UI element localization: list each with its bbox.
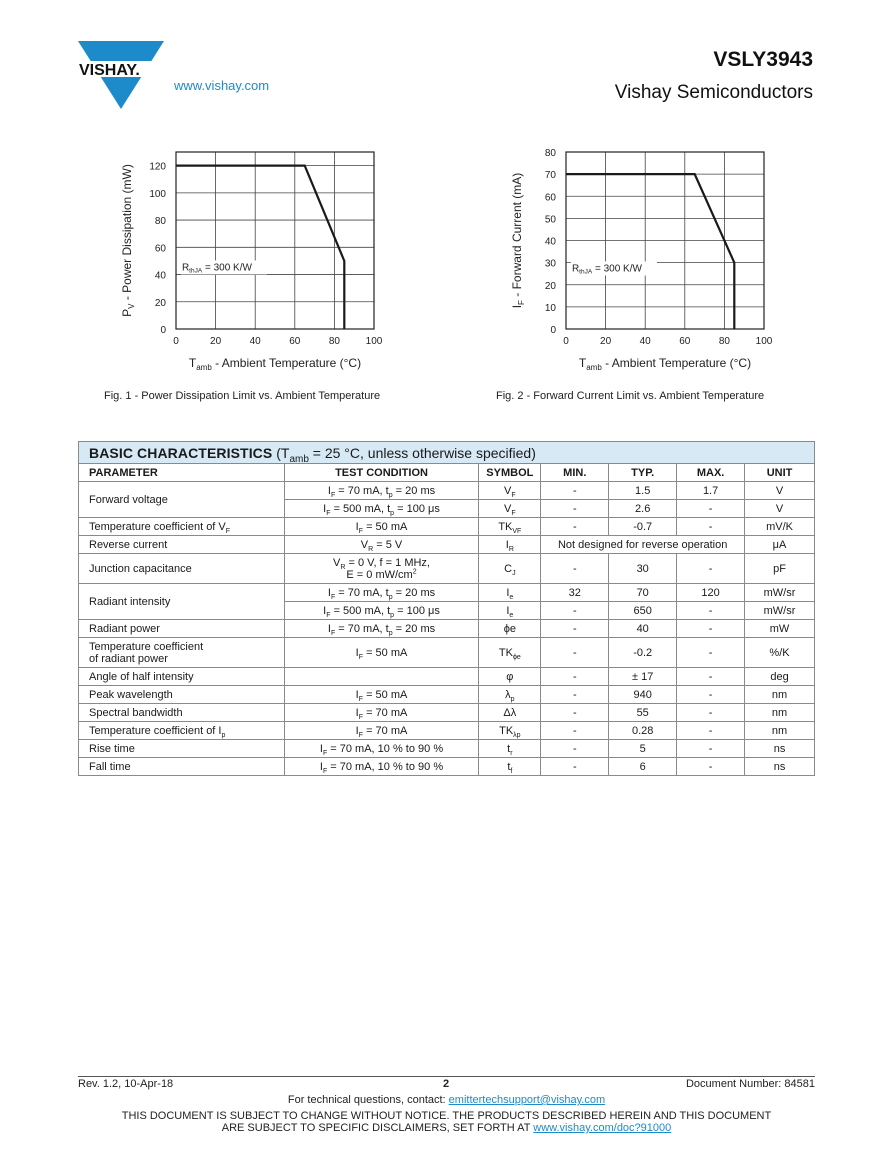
unit-cell: nm bbox=[745, 686, 815, 704]
symbol-cell: $V_F$ bbox=[479, 482, 541, 500]
unit-cell: %/K bbox=[745, 638, 815, 668]
parameter-cell: Spectral bandwidth bbox=[79, 704, 285, 722]
column-header: TEST CONDITION bbox=[284, 464, 479, 482]
parameter-cell: Radiant intensity bbox=[79, 584, 285, 620]
min-cell: - bbox=[541, 554, 609, 584]
test-condition-cell: $V_R = 5$ V bbox=[284, 536, 479, 554]
max-cell: - bbox=[677, 740, 745, 758]
unit-cell: mW/sr bbox=[745, 602, 815, 620]
min-cell: - bbox=[541, 602, 609, 620]
test-condition-cell: $I_F = 70$ mA bbox=[284, 704, 479, 722]
table-row bbox=[79, 638, 815, 668]
symbol-cell: $TK_{\phi e}$ bbox=[479, 638, 541, 668]
max-cell: - bbox=[677, 638, 745, 668]
unit-cell: nm bbox=[745, 722, 815, 740]
table-row bbox=[79, 482, 815, 500]
min-cell: - bbox=[541, 482, 609, 500]
company-name: Vishay Semiconductors bbox=[614, 82, 813, 103]
table-row bbox=[79, 758, 815, 776]
contact-prefix: For technical questions, contact: bbox=[287, 1094, 449, 1106]
y-axis-label: $P_V$ - Power Dissipation (mW) bbox=[120, 164, 136, 317]
rthja-annotation: $R_{thJA} = 300$ K/W bbox=[181, 262, 252, 275]
y-tick-label: 60 bbox=[544, 192, 556, 204]
y-tick-label: 80 bbox=[544, 148, 556, 159]
y-tick-label: 70 bbox=[544, 170, 556, 182]
table-row bbox=[79, 668, 815, 686]
y-tick-label: 80 bbox=[154, 216, 166, 228]
max-cell: - bbox=[677, 686, 745, 704]
table-row bbox=[79, 620, 815, 638]
min-cell: - bbox=[541, 758, 609, 776]
min-cell: - bbox=[541, 740, 609, 758]
page-number: 2 bbox=[443, 1078, 450, 1090]
parameter-cell: Junction capacitance bbox=[79, 554, 285, 584]
power-dissipation-chart bbox=[100, 140, 400, 380]
typ-cell: 940 bbox=[609, 686, 677, 704]
footer-divider bbox=[78, 1076, 815, 1077]
column-header: MIN. bbox=[541, 464, 609, 482]
table-row bbox=[79, 722, 815, 740]
x-tick-label: 20 bbox=[210, 336, 222, 347]
symbol-cell: Δλ bbox=[479, 704, 541, 722]
symbol-cell: $t_f$ bbox=[479, 758, 541, 776]
power-dissipation-svg bbox=[100, 140, 400, 380]
test-condition-cell: $I_F = 70$ mA, 10 % to 90 % bbox=[284, 740, 479, 758]
test-condition-cell bbox=[284, 668, 479, 686]
table-title: BASIC CHARACTERISTICS ($T_{amb} = 25$ °C, unless otherwise specified) bbox=[79, 442, 815, 464]
table-row bbox=[79, 584, 815, 602]
value-span-cell: Not designed for reverse operation bbox=[541, 536, 745, 554]
logo-text: VISHAY. bbox=[79, 62, 140, 79]
x-tick-label: 80 bbox=[718, 336, 730, 347]
symbol-cell: $t_r$ bbox=[479, 740, 541, 758]
min-cell: - bbox=[541, 686, 609, 704]
typ-cell: 1.5 bbox=[609, 482, 677, 500]
part-number: VSLY3943 bbox=[713, 48, 813, 71]
min-cell: - bbox=[541, 638, 609, 668]
test-condition-cell: $I_F = 70$ mA, 10 % to 90 % bbox=[284, 758, 479, 776]
test-condition-cell: $I_F = 70$ mA, $t_p = 20$ ms bbox=[284, 620, 479, 638]
typ-cell: 0.28 bbox=[609, 722, 677, 740]
y-tick-label: 10 bbox=[544, 302, 556, 314]
y-tick-label: 50 bbox=[544, 214, 556, 226]
max-cell: - bbox=[677, 554, 745, 584]
symbol-cell: $I_R$ bbox=[479, 536, 541, 554]
min-cell: - bbox=[541, 704, 609, 722]
revision-text: Rev. 1.2, 10-Apr-18 bbox=[78, 1078, 174, 1090]
contact-email-link[interactable]: emittertechsupport@vishay.com bbox=[448, 1094, 606, 1106]
x-tick-label: 100 bbox=[365, 336, 383, 347]
parameter-cell: Radiant power bbox=[79, 620, 285, 638]
x-tick-label: 60 bbox=[289, 336, 301, 347]
table-title-bold: BASIC CHARACTERISTICS bbox=[89, 444, 273, 461]
parameter-cell: Rise time bbox=[79, 740, 285, 758]
typ-cell: ± 17 bbox=[609, 668, 677, 686]
parameter-cell: Temperature coefficient of $I_p$ bbox=[79, 722, 285, 740]
max-cell: - bbox=[677, 722, 745, 740]
min-cell: - bbox=[541, 668, 609, 686]
x-axis-label: $T_{amb}$ - Ambient Temperature (°C) bbox=[578, 356, 752, 372]
table-row bbox=[79, 536, 815, 554]
symbol-cell: ϕe bbox=[479, 620, 541, 638]
document-number: Document Number: 84581 bbox=[685, 1078, 815, 1090]
test-condition-cell: $I_F = 50$ mA bbox=[284, 518, 479, 536]
derating-curve bbox=[566, 174, 734, 329]
column-header: SYMBOL bbox=[479, 464, 541, 482]
contact-line bbox=[0, 1094, 893, 1106]
parameter-cell: Angle of half intensity bbox=[79, 668, 285, 686]
table-row bbox=[79, 518, 815, 536]
unit-cell: mW/sr bbox=[745, 584, 815, 602]
max-cell: - bbox=[677, 620, 745, 638]
typ-cell: 70 bbox=[609, 584, 677, 602]
vishay-url-link[interactable]: www.vishay.com bbox=[174, 78, 270, 93]
symbol-cell: φ bbox=[479, 668, 541, 686]
column-header: PARAMETER bbox=[79, 464, 285, 482]
unit-cell: μA bbox=[745, 536, 815, 554]
y-tick-label: 20 bbox=[154, 297, 166, 309]
symbol-cell: $I_e$ bbox=[479, 602, 541, 620]
y-tick-label: 40 bbox=[154, 270, 166, 282]
fig2-caption: Fig. 2 - Forward Current Limit vs. Ambient Temperature bbox=[496, 390, 765, 402]
y-tick-label: 100 bbox=[149, 188, 166, 200]
typ-cell: -0.2 bbox=[609, 638, 677, 668]
y-tick-label: 0 bbox=[550, 325, 556, 336]
table-row bbox=[79, 686, 815, 704]
column-header: TYP. bbox=[609, 464, 677, 482]
column-header: MAX. bbox=[677, 464, 745, 482]
x-tick-label: 0 bbox=[173, 336, 179, 347]
min-cell: 32 bbox=[541, 584, 609, 602]
disclaimer-link[interactable]: www.vishay.com/doc?91000 bbox=[533, 1122, 672, 1134]
disclaimer-line-2 bbox=[0, 1122, 893, 1134]
disclaimer-prefix: ARE SUBJECT TO SPECIFIC DISCLAIMERS, SET FORTH AT bbox=[221, 1122, 534, 1134]
parameter-cell: Temperature coefficient of radiant power bbox=[79, 638, 285, 668]
table-row bbox=[79, 554, 815, 584]
unit-cell: ns bbox=[745, 758, 815, 776]
x-tick-label: 80 bbox=[328, 336, 340, 347]
max-cell: - bbox=[677, 668, 745, 686]
fig1-caption: Fig. 1 - Power Dissipation Limit vs. Ambient Temperature bbox=[104, 390, 381, 402]
x-tick-label: 40 bbox=[639, 336, 651, 347]
unit-cell: V bbox=[745, 482, 815, 500]
max-cell: - bbox=[677, 602, 745, 620]
disclaimer-line-1: THIS DOCUMENT IS SUBJECT TO CHANGE WITHOUT NOTICE. THE PRODUCTS DESCRIBED HEREIN AND THIS DOCUMENT bbox=[121, 1110, 772, 1122]
unit-cell: V bbox=[745, 500, 815, 518]
table-row bbox=[79, 704, 815, 722]
symbol-cell: $TK_{\lambda p}$ bbox=[479, 722, 541, 740]
x-tick-label: 40 bbox=[249, 336, 261, 347]
test-condition-cell: $I_F = 500$ mA, $t_p = 100$ μs bbox=[284, 500, 479, 518]
test-condition-cell: $I_F = 500$ mA, $t_p = 100$ μs bbox=[284, 602, 479, 620]
parameter-cell: Fall time bbox=[79, 758, 285, 776]
y-axis-label: $I_F$ - Forward Current (mA) bbox=[510, 172, 526, 309]
unit-cell: mW bbox=[745, 620, 815, 638]
unit-cell: pF bbox=[745, 554, 815, 584]
max-cell: 120 bbox=[677, 584, 745, 602]
symbol-cell: $\lambda_p$ bbox=[479, 686, 541, 704]
min-cell: - bbox=[541, 500, 609, 518]
typ-cell: -0.7 bbox=[609, 518, 677, 536]
symbol-cell: $I_e$ bbox=[479, 584, 541, 602]
test-condition-cell: $I_F = 70$ mA, $t_p = 20$ ms bbox=[284, 584, 479, 602]
unit-cell: mV/K bbox=[745, 518, 815, 536]
x-tick-label: 0 bbox=[563, 336, 569, 347]
column-header: UNIT bbox=[745, 464, 815, 482]
forward-current-svg bbox=[490, 140, 790, 380]
test-condition-cell: $I_F = 70$ mA, $t_p = 20$ ms bbox=[284, 482, 479, 500]
unit-cell: deg bbox=[745, 668, 815, 686]
typ-cell: 650 bbox=[609, 602, 677, 620]
min-cell: - bbox=[541, 722, 609, 740]
max-cell: - bbox=[677, 518, 745, 536]
y-tick-label: 20 bbox=[544, 280, 556, 292]
y-tick-label: 0 bbox=[160, 325, 166, 336]
x-tick-label: 100 bbox=[755, 336, 773, 347]
symbol-cell: $TK_{VF}$ bbox=[479, 518, 541, 536]
vishay-logo bbox=[78, 41, 164, 113]
rthja-annotation: $R_{thJA} = 300$ K/W bbox=[571, 263, 642, 276]
typ-cell: 40 bbox=[609, 620, 677, 638]
parameter-cell: Forward voltage bbox=[79, 482, 285, 518]
parameter-cell: Temperature coefficient of $V_F$ bbox=[79, 518, 285, 536]
symbol-cell: $C_J$ bbox=[479, 554, 541, 584]
basic-characteristics-table bbox=[78, 441, 815, 776]
unit-cell: nm bbox=[745, 704, 815, 722]
typ-cell: 55 bbox=[609, 704, 677, 722]
unit-cell: ns bbox=[745, 740, 815, 758]
y-tick-label: 40 bbox=[544, 236, 556, 248]
parameter-cell: Peak wavelength bbox=[79, 686, 285, 704]
test-condition-cell: $V_R = 0$ V, f = 1 MHz, E = 0 $mW/cm^2$ bbox=[284, 554, 479, 584]
typ-cell: 6 bbox=[609, 758, 677, 776]
parameter-cell: Reverse current bbox=[79, 536, 285, 554]
typ-cell: 30 bbox=[609, 554, 677, 584]
max-cell: 1.7 bbox=[677, 482, 745, 500]
min-cell: - bbox=[541, 518, 609, 536]
max-cell: - bbox=[677, 704, 745, 722]
x-tick-label: 60 bbox=[679, 336, 691, 347]
typ-cell: 2.6 bbox=[609, 500, 677, 518]
max-cell: - bbox=[677, 500, 745, 518]
min-cell: - bbox=[541, 620, 609, 638]
typ-cell: 5 bbox=[609, 740, 677, 758]
x-tick-label: 20 bbox=[600, 336, 612, 347]
test-condition-cell: $I_F = 70$ mA bbox=[284, 722, 479, 740]
y-tick-label: 30 bbox=[544, 258, 556, 270]
x-axis-label: $T_{amb}$ - Ambient Temperature (°C) bbox=[188, 356, 362, 372]
table-row bbox=[79, 740, 815, 758]
test-condition-cell: $I_F = 50$ mA bbox=[284, 686, 479, 704]
max-cell: - bbox=[677, 758, 745, 776]
test-condition-cell: $I_F = 50$ mA bbox=[284, 638, 479, 668]
symbol-cell: $V_F$ bbox=[479, 500, 541, 518]
forward-current-chart bbox=[490, 140, 790, 380]
y-tick-label: 60 bbox=[154, 243, 166, 255]
y-tick-label: 120 bbox=[149, 161, 166, 173]
